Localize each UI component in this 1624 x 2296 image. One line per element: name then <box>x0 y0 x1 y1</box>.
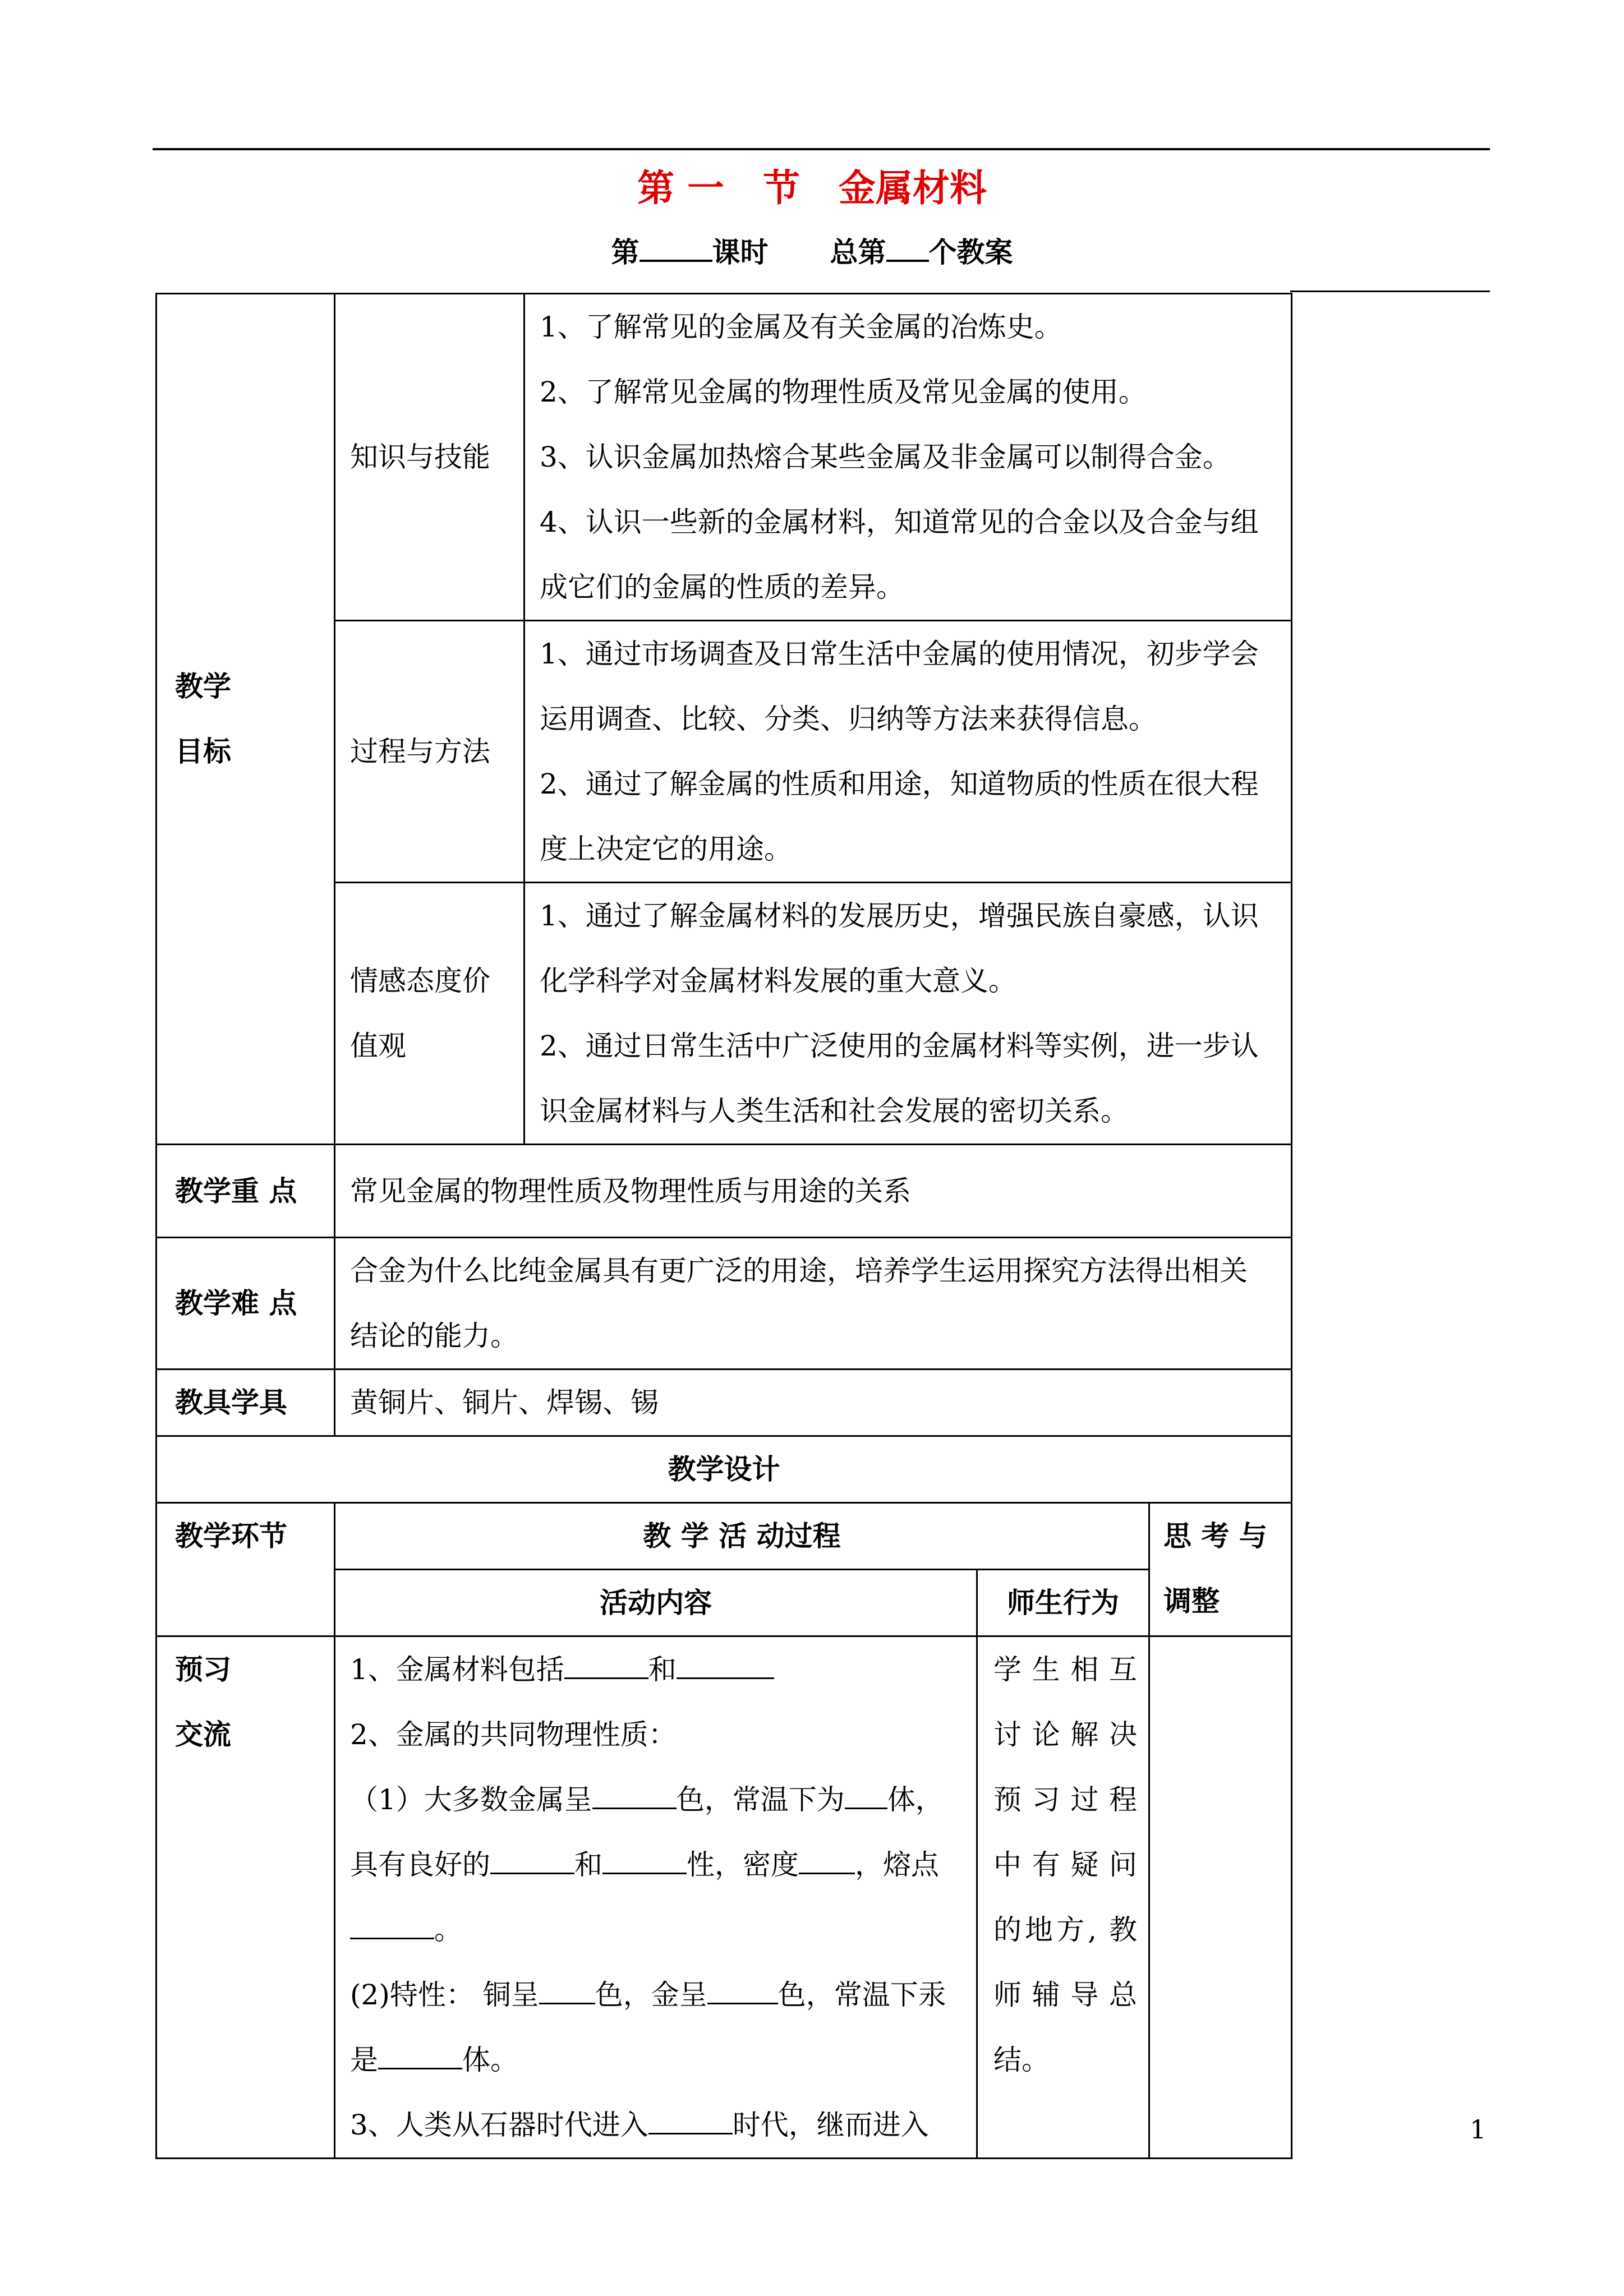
top-rule <box>153 148 1490 150</box>
blank-line <box>845 1785 887 1809</box>
tools-content: 黄铜片、铜片、焊锡、锡 <box>335 1370 1292 1436</box>
blank-line <box>539 1980 595 2004</box>
process-label: 过程与方法 <box>335 621 525 883</box>
blank-line <box>677 1655 774 1679</box>
page-title: 第 一 节 金属材料 <box>637 166 987 210</box>
objectives-label: 教学 目标 <box>157 294 335 1145</box>
preview-stage-label: 预习 交流 <box>157 1636 335 2159</box>
difficulty-label: 教学难 点 <box>157 1238 335 1370</box>
behavior-column-header: 师生行为 <box>977 1570 1149 1636</box>
emotion-label: 情感态度价 值观 <box>335 883 525 1145</box>
design-header: 教学设计 <box>157 1436 1292 1503</box>
lesson-subtitle: 第 课时 总第 个教案 <box>611 236 1013 269</box>
think-column-header: 思 考 与 调整 <box>1149 1503 1292 1636</box>
key-point-content: 常见金属的物理性质及物理性质与用途的关系 <box>335 1145 1292 1238</box>
tools-label: 教具学具 <box>157 1370 335 1436</box>
blank-line <box>564 1655 648 1679</box>
preview-content: 1、金属材料包括 和 2、金属的共同物理性质： （1）大多数金属呈 色，常温下为 体， 具有良好的 和 性，密度 ，熔点 。 (2)特性： 铜呈 色，金呈 色，常温下汞 是 体。 3、人类从石器时代进入 时代，继而进入 <box>335 1636 977 2159</box>
blank-line <box>886 235 929 262</box>
knowledge-content: 1、了解常见的金属及有关金属的冶炼史。 2、了解常见金属的物理性质及常见金属的使用。 3、认识金属加热熔合某些金属及非金属可以制得合金。 4、认识一些新的金属材料，知道常见的合金以及合金与组 成它们的金属的性质的差异。 <box>525 294 1292 621</box>
page-number: 1 <box>1470 2114 1487 2145</box>
process-column-header: 教 学 活 动过程 <box>335 1503 1149 1570</box>
blank-line <box>640 235 712 262</box>
emotion-content: 1、通过了解金属材料的发展历史，增强民族自豪感，认识 化学科学对金属材料发展的重大意义。 2、通过日常生活中广泛使用的金属材料等实例，进一步认 识金属材料与人类生活和社会发展的密切关系。 <box>525 883 1292 1145</box>
key-point-label: 教学重 点 <box>157 1145 335 1238</box>
stage-column-header: 教学环节 <box>157 1503 335 1636</box>
preview-think-cell <box>1149 1636 1292 2159</box>
blank-line <box>490 1850 574 1874</box>
knowledge-label: 知识与技能 <box>335 294 525 621</box>
right-rule <box>1290 291 1490 292</box>
process-content: 1、通过市场调查及日常生活中金属的使用情况，初步学会 运用调查、比较、分类、归纳等方法来获得信息。 2、通过了解金属的性质和用途，知道物质的性质在很大程 度上决定它的用途。 <box>525 621 1292 883</box>
blank-line <box>350 1915 434 1939</box>
content-column-header: 活动内容 <box>335 1570 977 1636</box>
lesson-plan-table <box>155 293 1292 2159</box>
blank-line <box>592 1785 677 1809</box>
blank-line <box>378 2045 462 2069</box>
preview-behavior: 学 生 相 互 讨 论 解 决 预 习 过 程 中 有 疑 问 的地方, 教 师 辅 导 总 结。 <box>977 1636 1149 2159</box>
blank-line <box>799 1850 855 1874</box>
difficulty-content: 合金为什么比纯金属具有更广泛的用途，培养学生运用探究方法得出相关 结论的能力。 <box>335 1238 1292 1370</box>
blank-line <box>602 1850 687 1874</box>
blank-line <box>707 1980 778 2004</box>
blank-line <box>648 2110 733 2134</box>
